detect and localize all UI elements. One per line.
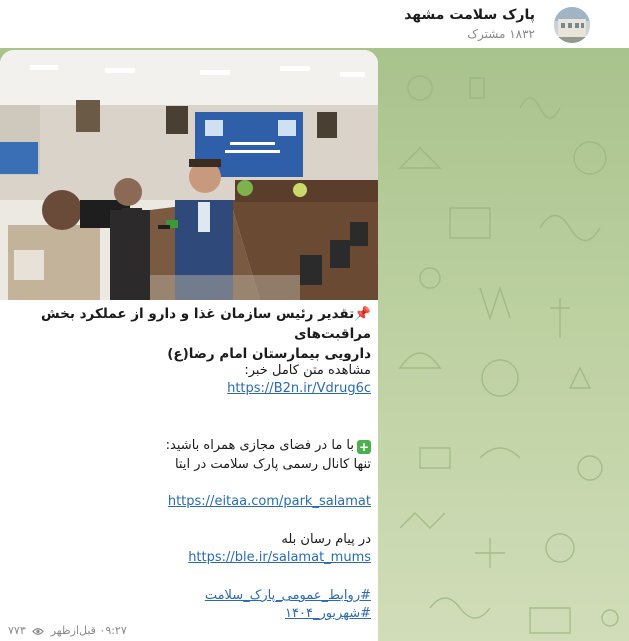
bale-link-row bbox=[7, 549, 371, 567]
message-meta bbox=[8, 624, 127, 639]
full-news-label: مشاهده متن کامل خبر: bbox=[244, 363, 371, 378]
view-count: ۷۷۳ bbox=[8, 624, 26, 637]
hashtag-row-1 bbox=[7, 587, 371, 605]
bale-link[interactable]: https://ble.ir/salamat_mums bbox=[188, 550, 371, 565]
post-title-line1: تقدیر رئیس سازمان غذا و دارو از عملکرد بخش مراقبت‌های bbox=[41, 306, 371, 342]
message-time: ۰۹:۲۷ قبل‌ازظهر bbox=[50, 624, 127, 637]
post-title-line2: دارویی بیمارستان امام رضا(ع) bbox=[167, 346, 371, 362]
full-news-link-row bbox=[7, 380, 371, 398]
post-photo[interactable] bbox=[0, 50, 378, 300]
subscriber-count: ۱۸۳۲ مشترک bbox=[467, 27, 535, 41]
eitaa-link-row bbox=[7, 493, 371, 511]
channel-header[interactable] bbox=[0, 0, 629, 48]
hashtag-link[interactable]: #شهریور_۱۴۰۴ bbox=[285, 606, 371, 621]
plus-box-icon: + bbox=[358, 440, 370, 454]
chat-background bbox=[0, 48, 629, 641]
eitaa-link[interactable]: https://eitaa.com/park_salamat bbox=[167, 494, 371, 509]
hashtag-link[interactable]: #روابط_عمومی_پارک_سلامت bbox=[204, 588, 371, 603]
follow-line1: +با ما در فضای مجازی همراه باشید: bbox=[165, 438, 370, 454]
hashtag-row-2 bbox=[7, 605, 371, 623]
full-news-link[interactable]: https://B2n.ir/Vdrug6c bbox=[227, 381, 371, 396]
post-title bbox=[7, 304, 371, 364]
message-bubble[interactable] bbox=[0, 50, 378, 641]
channel-title[interactable]: پارک سلامت مشهد bbox=[404, 7, 535, 23]
bale-label: در پیام رسان بله bbox=[281, 532, 371, 547]
follow-line2: تنها کانال رسمی پارک سلامت در ایتا bbox=[174, 457, 371, 472]
channel-avatar[interactable] bbox=[554, 7, 590, 43]
eye-icon bbox=[32, 626, 44, 639]
pushpin-icon: 📌 bbox=[354, 306, 371, 322]
